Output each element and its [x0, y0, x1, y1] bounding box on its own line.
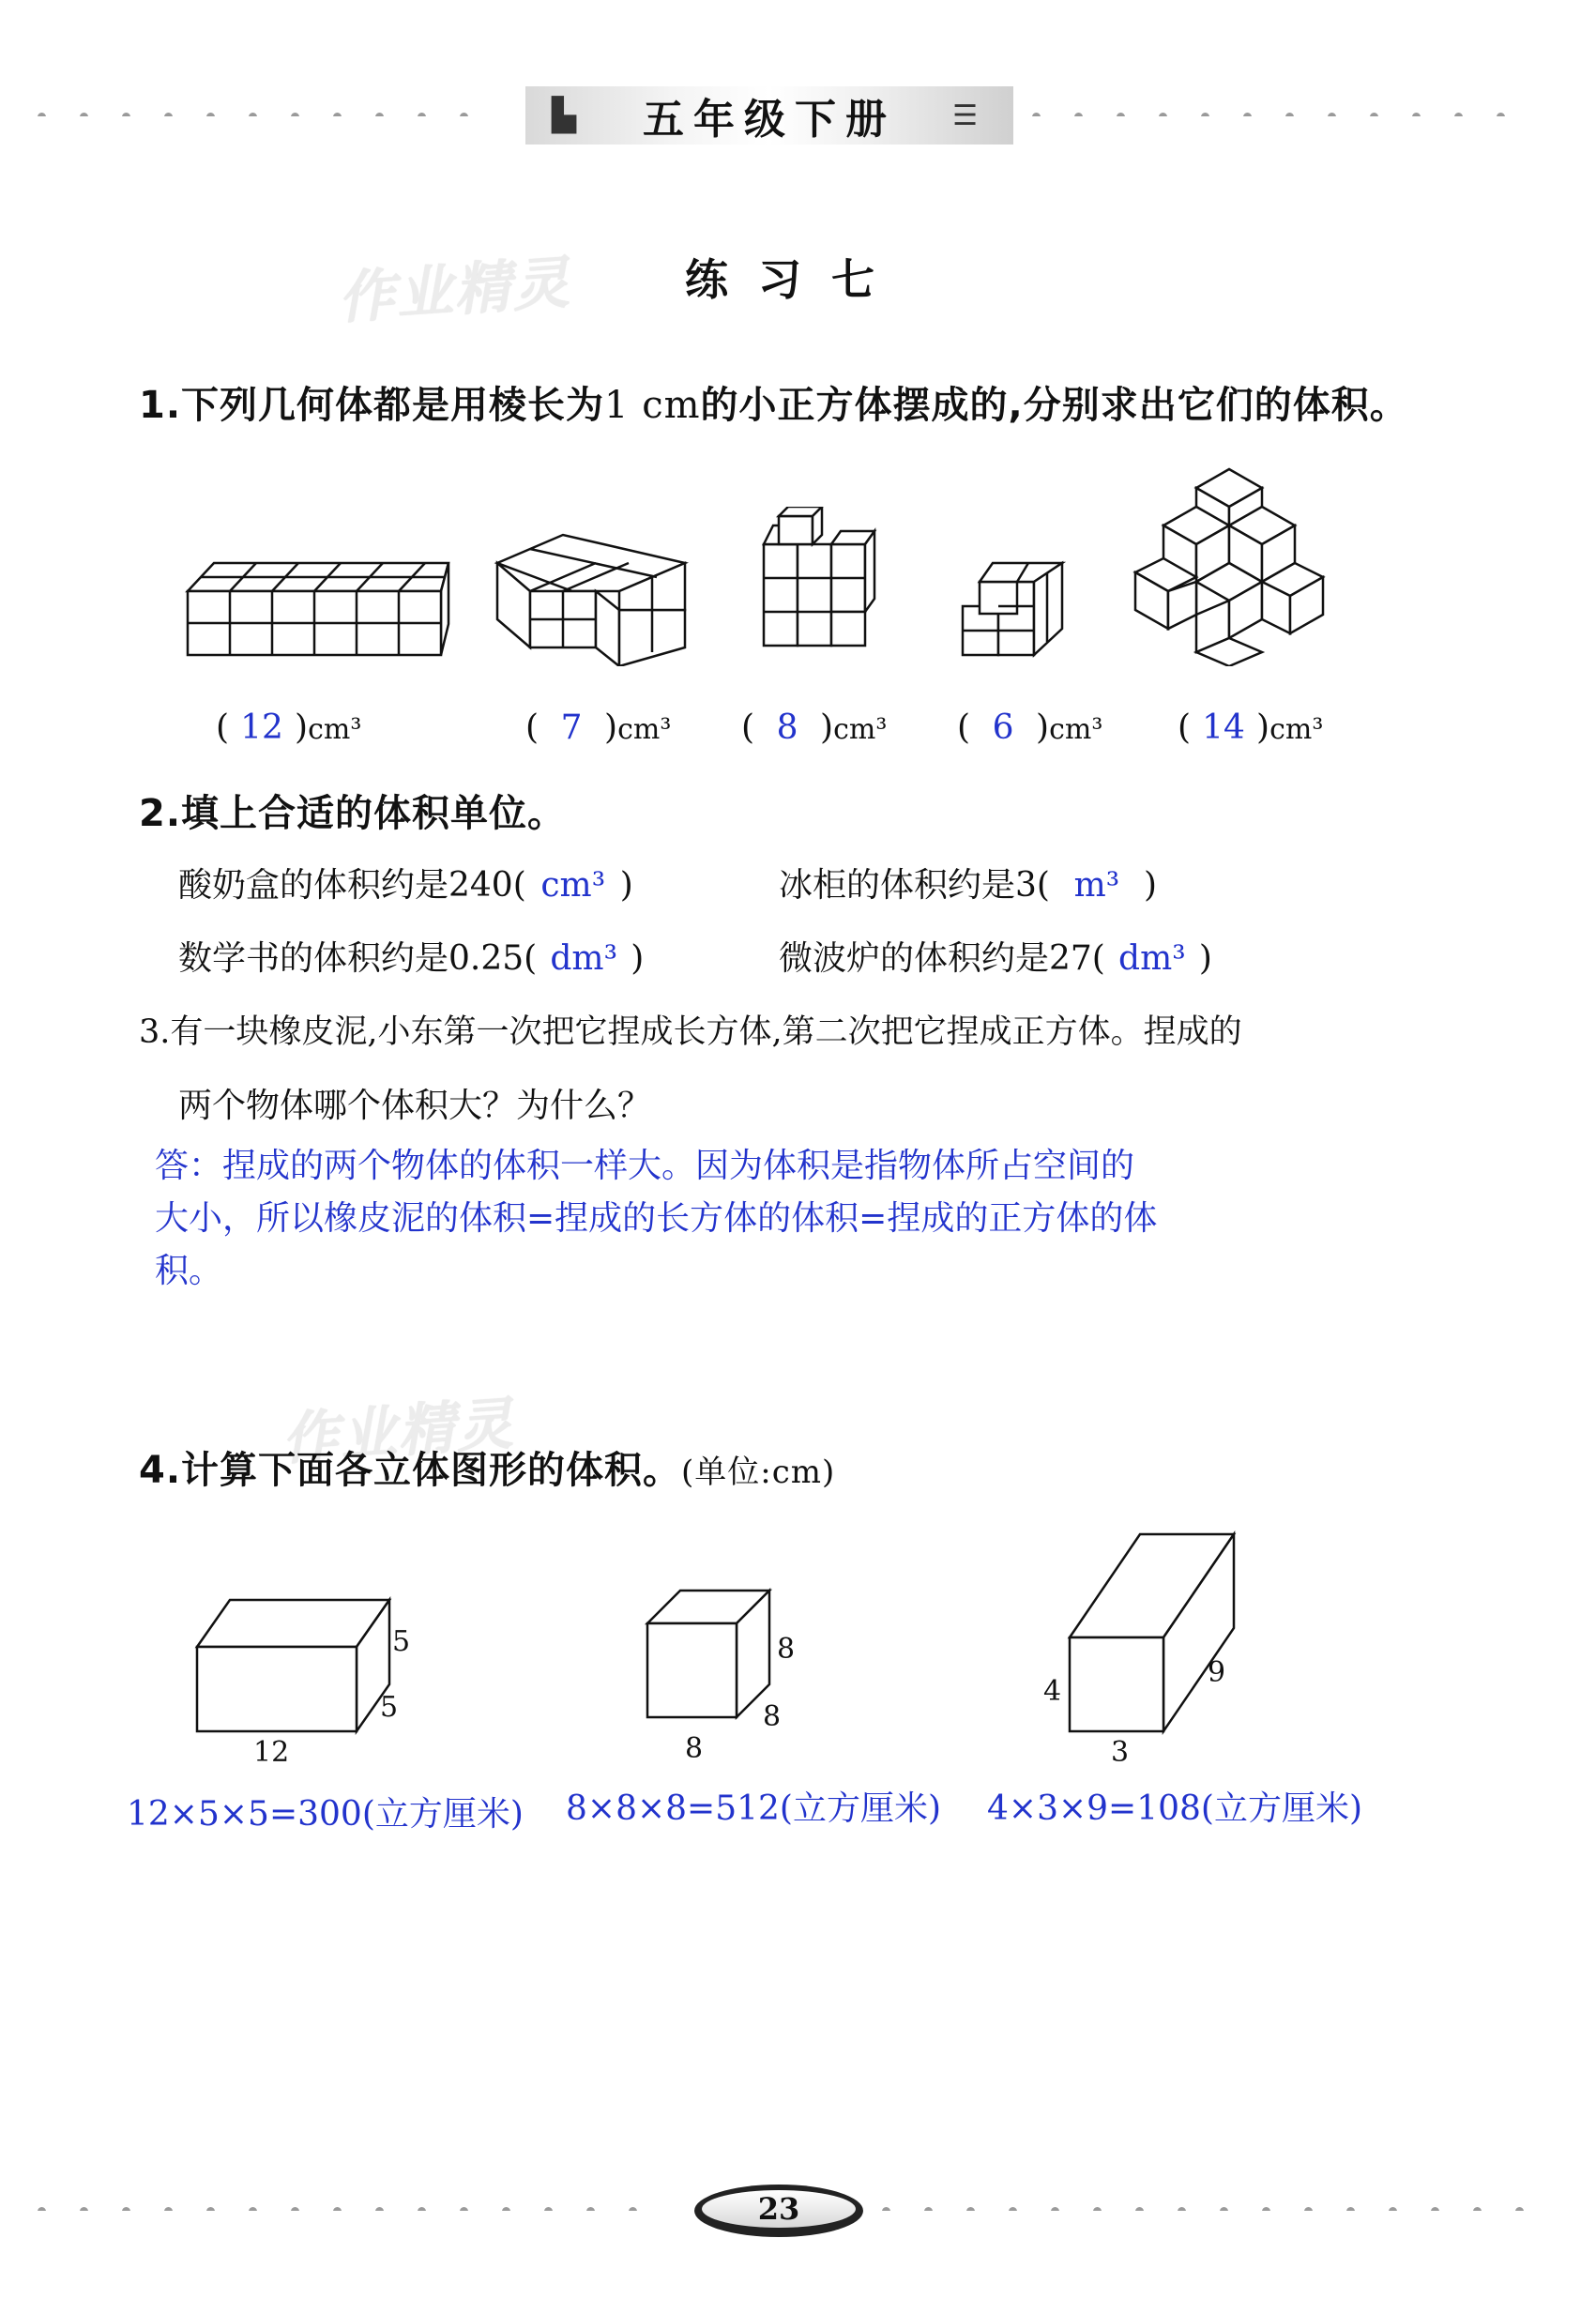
book-icon: ▙ [552, 97, 586, 134]
q4-fig2-answer: 8×8×8=512(立方厘米) [566, 1789, 942, 1828]
q1-figure-4 [957, 554, 1070, 666]
page-number-badge [694, 2185, 863, 2237]
q1-figure-5 [1131, 460, 1328, 666]
top-dots-right [1032, 107, 1558, 116]
q4-cuboid-1 [192, 1595, 399, 1736]
q4-title: 4.计算下面各立体图形的体积。(单位:cm) [139, 1449, 836, 1492]
q3-answer [155, 1140, 1328, 1298]
q2-title: 2.填上合适的体积单位。 [139, 792, 567, 835]
q4-fig1-width: 5 [380, 1691, 399, 1724]
q4-fig1-length: 12 [253, 1736, 290, 1769]
watermark-2: 作业精灵 [280, 1391, 517, 1473]
q4-fig1-answer: 12×5×5=300(立方厘米) [127, 1795, 524, 1834]
q2-item-2: 冰柜的体积约是3( m³ ) [779, 866, 1157, 905]
section-title: 练习七 [685, 254, 904, 305]
q1-answer-3: ( 8 )cm³ [741, 708, 888, 747]
page-number: 23 [702, 2190, 856, 2228]
decor-icon: ☰ [952, 99, 987, 132]
q1-prompt: 1.下列几何体都是用棱长为1 cm的小正方体摆成的,分别求出它们的体积。 [139, 384, 1408, 427]
q2-item-3: 数学书的体积约是0.25( dm³ ) [178, 939, 645, 978]
bottom-dots-right [882, 2201, 1558, 2211]
q1-figure-2 [488, 516, 694, 666]
q3-answer-line-2: 大小，所以橡皮泥的体积=捏成的长方体的体积=捏成的正方体的体 [155, 1199, 1158, 1238]
q4-cuboid-2 [1065, 1530, 1239, 1736]
q1-figure-3 [751, 507, 882, 657]
q1-answer-2: ( 7 )cm³ [525, 708, 672, 747]
q2-item-1: 酸奶盒的体积约是240( cm³ ) [178, 866, 633, 905]
q1-answer-4: ( 6 )cm³ [957, 708, 1103, 747]
book-title: 五年级下册 [643, 96, 896, 144]
q4-fig3-length: 3 [1111, 1736, 1130, 1769]
q1-answer-5: ( 14 )cm³ [1178, 708, 1324, 747]
q4-fig2-height: 8 [777, 1633, 796, 1666]
top-dots-left [38, 107, 525, 116]
q3-answer-line-3: 积。 [155, 1252, 223, 1290]
q1-answer-1: ( 12 )cm³ [216, 708, 362, 747]
q4-cube [643, 1586, 774, 1727]
q1-figure-1 [178, 554, 460, 666]
q4-fig1-height: 5 [392, 1625, 411, 1658]
q4-fig2-length: 8 [685, 1732, 704, 1765]
q3-line-1: 3.有一块橡皮泥,小东第一次把它捏成长方体,第二次把它捏成正方体。捏成的 [139, 1013, 1242, 1051]
q2-item-4: 微波炉的体积约是27( dm³ ) [779, 939, 1212, 978]
bottom-dots-left [38, 2201, 685, 2211]
q4-fig3-height: 4 [1043, 1675, 1062, 1708]
q4-fig3-answer: 4×3×9=108(立方厘米) [987, 1789, 1363, 1828]
q4-fig2-width: 8 [763, 1700, 782, 1733]
book-title-banner [525, 86, 1013, 145]
q3-answer-line-1: 答：捏成的两个物体的体积一样大。因为体积是指物体所占空间的 [155, 1147, 1135, 1185]
q3-line-2: 两个物体哪个体积大？为什么？ [178, 1087, 652, 1125]
q4-fig3-width: 9 [1208, 1656, 1226, 1689]
watermark: 作业精灵 [336, 250, 573, 332]
